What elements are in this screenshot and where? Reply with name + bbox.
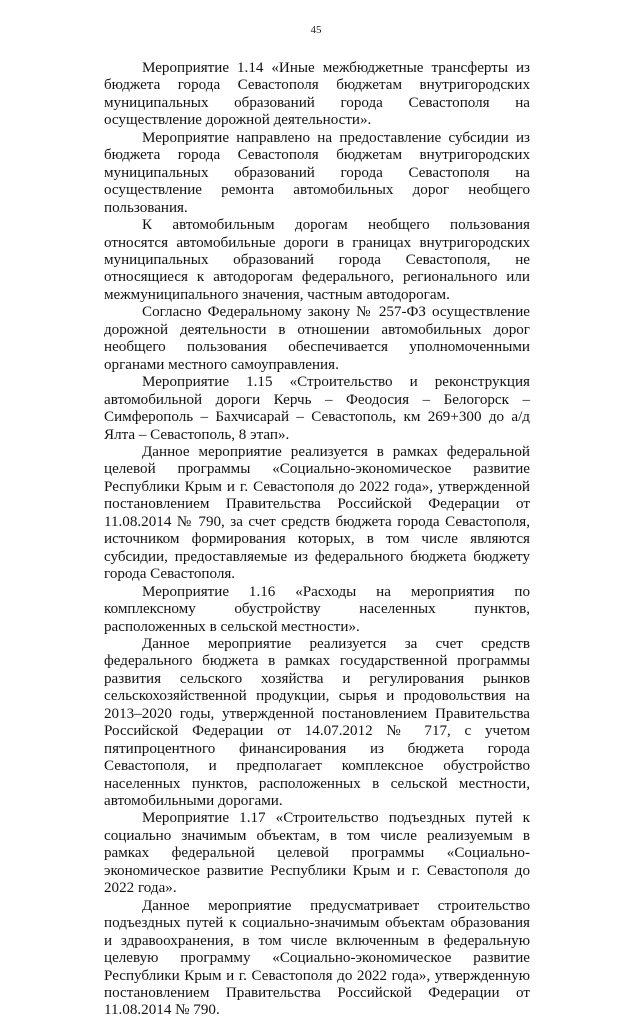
paragraph-federal-law-257: Согласно Федеральному закону № 257-ФЗ осуществление дорожной деятельности в отношении автомобильных дорог необщего пользования обеспечивается уполномоченными органами местного самоуправления. (104, 304, 530, 373)
paragraph-access-roads-construction: Данное мероприятие предусматривает строительство подъездных путей к социально-значимым объектам образования и здравоохранения, в том числе включенным в федеральную целевую программу «Социально-экономическое развитие Республики Крым и г. Севастополя до 2022 года», утвержденную постановлением Правительства Российской Федерации от 11.08.2014 № 790. (104, 897, 530, 1019)
paragraph-measure-1-15: Мероприятие 1.15 «Строительство и реконструкция автомобильной дороги Керчь – Феодосия – Белогорск – Симферополь – Бахчисарай – Севастополь, км 269+300 до а/д Ялта – Севастополь, 8 этап». (104, 374, 530, 443)
document-body (104, 60, 530, 1020)
page-number: 45 (310, 24, 322, 36)
paragraph-measure-1-17: Мероприятие 1.17 «Строительство подъездных путей к социально значимым объектам, в том числе реализуемым в рамках федеральной целевой программы «Социально-экономическое развитие Республики Крым и г. Севастополя до 2022 года». (104, 810, 530, 897)
paragraph-measure-1-16: Мероприятие 1.16 «Расходы на мероприятия по комплексному обустройству населенных пунктов, расположенных в сельской местности». (104, 583, 530, 635)
paragraph-nonpublic-roads-definition: К автомобильным дорогам необщего пользования относятся автомобильные дороги в границах внутригородских муниципальных образований города Севастополя, не относящиеся к автодорогам федерального, регионального или межмуниципального значения, частным автодорогам. (104, 217, 530, 303)
paragraph-subsidy-purpose: Мероприятие направлено на предоставление субсидии из бюджета города Севастополя бюджетам внутригородских муниципальных образований города Севастополя на осуществление ремонта автомобильных дорог необщего пользования. (104, 129, 530, 216)
paragraph-measure-1-14: Мероприятие 1.14 «Иные межбюджетные трансферты из бюджета города Севастополя бюджетам внутригородских муниципальных образований города Севастополя на осуществление дорожной деятельности». (104, 60, 530, 129)
paragraph-rural-development-funding: Данное мероприятие реализуется за счет средств федерального бюджета в рамках государственной программы развития сельского хозяйства и регулирования рынков сельскохозяйственной продукции, сырья и продовольствия на 2013–2020 годы, утвержденной постановлением Правительства Российской Федерации от 14.07.2012 № 717, с учетом пятипроцентного финансирования из бюджета города Севастополя, и предполагает комплексное обустройство населенных пунктов, расположенных в сельской местности, автомобильными дорогами. (104, 635, 530, 810)
paragraph-federal-program-funding: Данное мероприятие реализуется в рамках федеральной целевой программы «Социально-экономическое развитие Республики Крым и г. Севастополя до 2022 года», утвержденной постановлением Правительства Российской Федерации от 11.08.2014 № 790, за счет средств бюджета города Севастополя, источником формирования которых, в том числе являются субсидии, предоставляемые из федерального бюджета бюджету города Севастополя. (104, 443, 530, 583)
